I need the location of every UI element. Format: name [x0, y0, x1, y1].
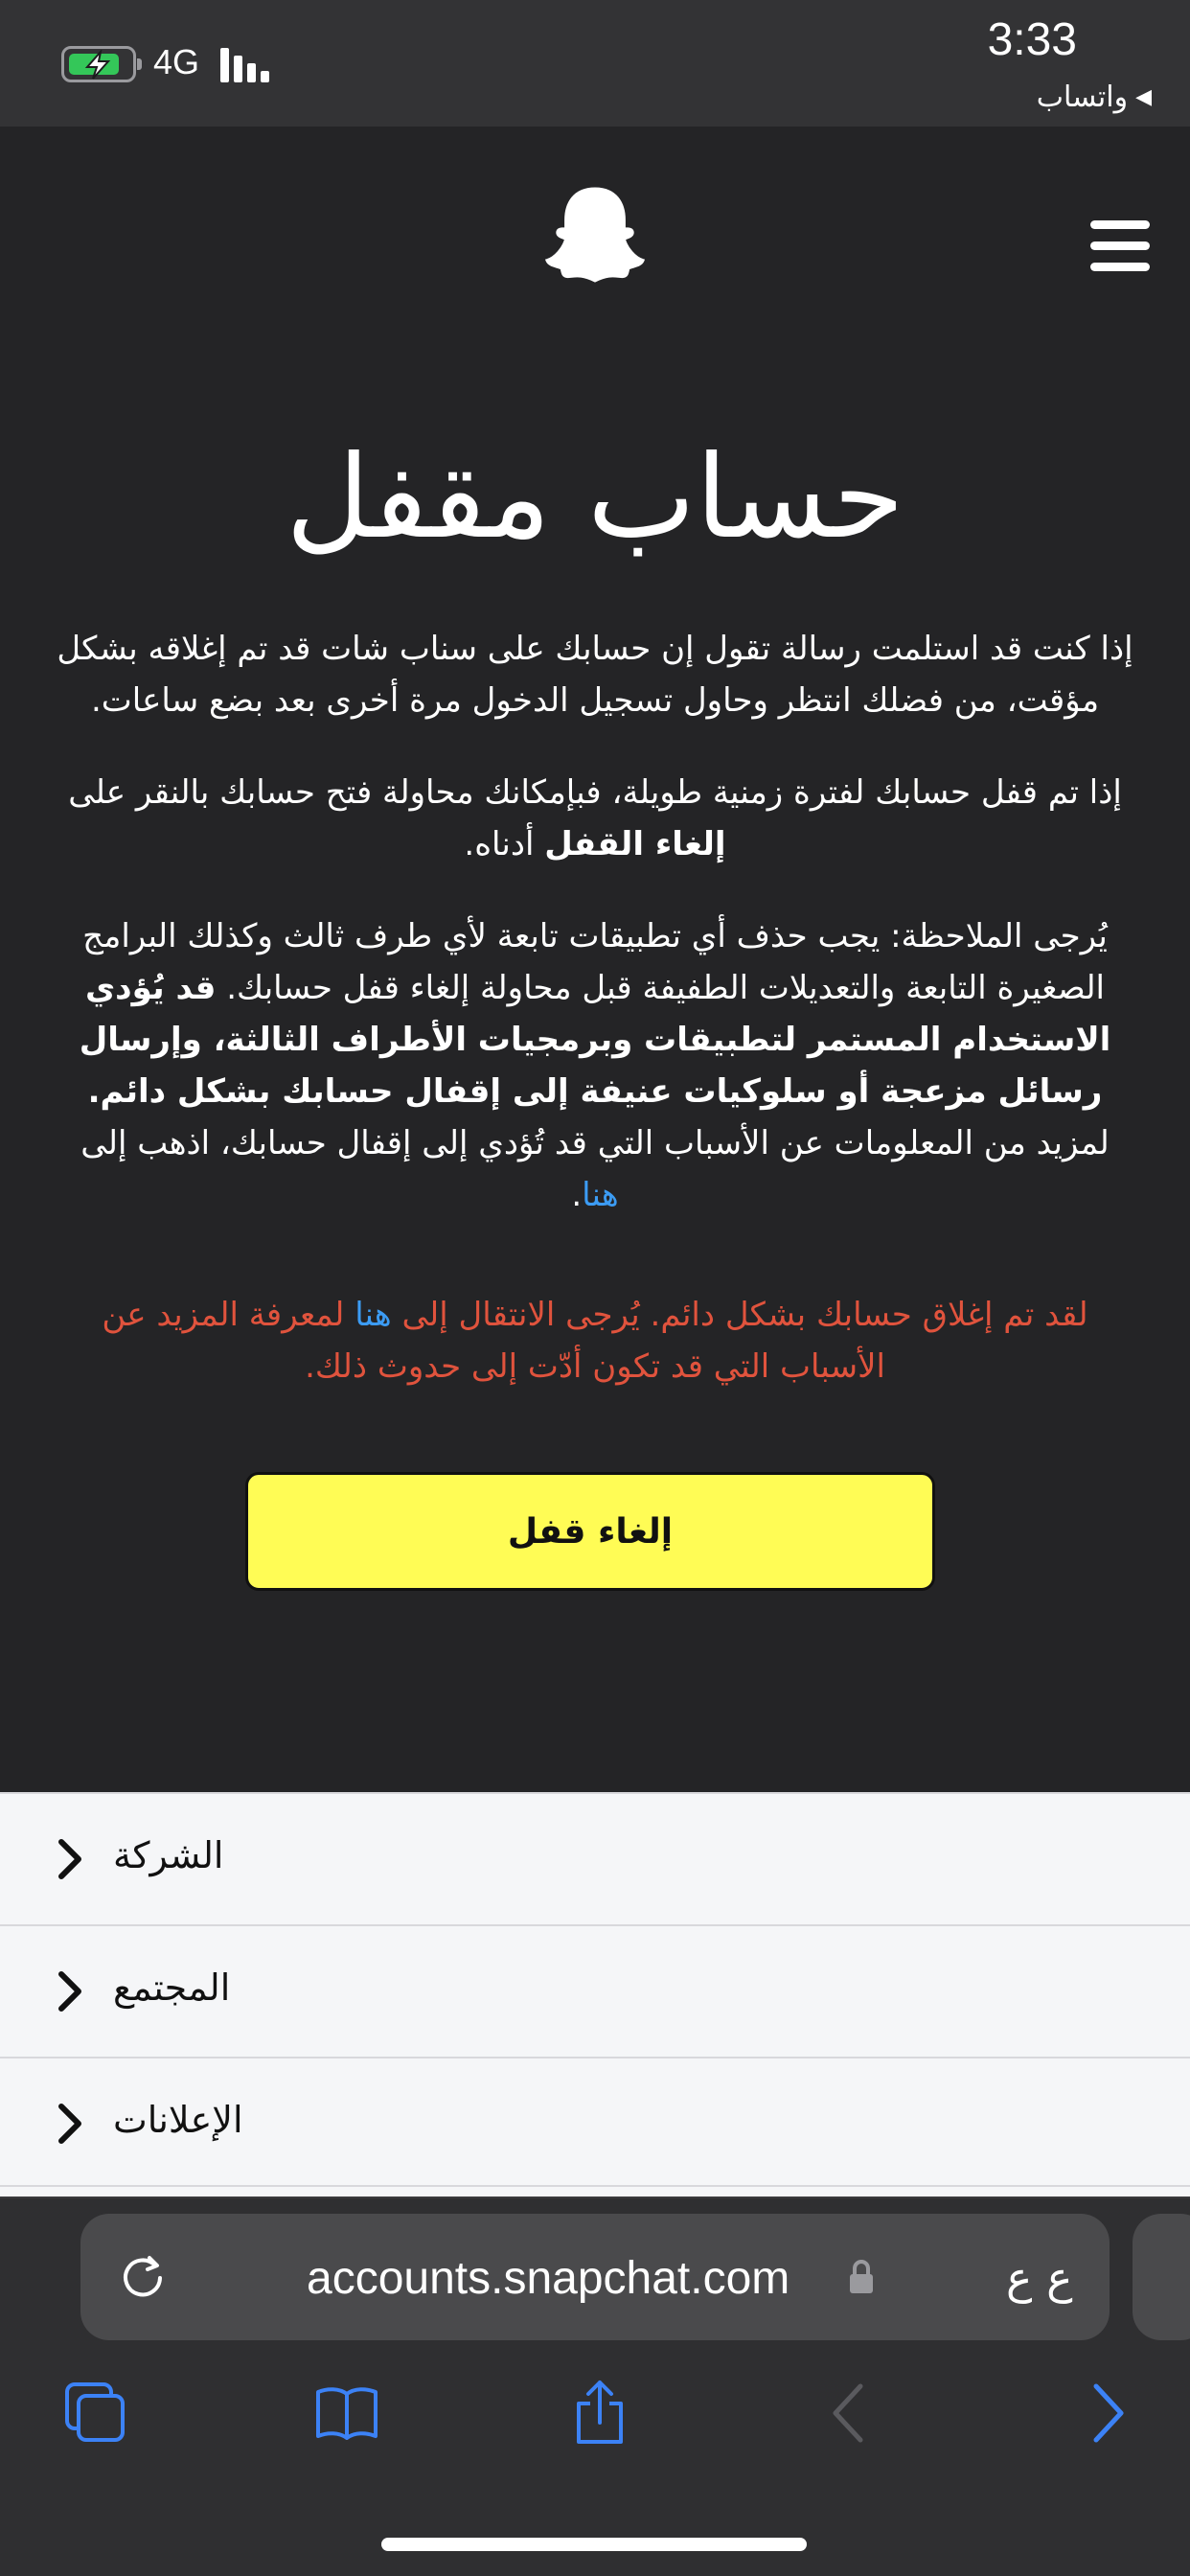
clock: 3:33: [987, 14, 1077, 65]
home-indicator[interactable]: [381, 2538, 807, 2551]
reload-icon[interactable]: [117, 2252, 169, 2304]
back-to-app-link[interactable]: [1037, 80, 1152, 114]
p2-bold: إلغاء القفل: [544, 825, 726, 863]
footer-item-label: الإعلانات: [113, 2099, 243, 2141]
back-app-label: واتساب: [1036, 80, 1129, 114]
lock-icon: [847, 2258, 876, 2296]
footer-item-community[interactable]: [0, 1924, 1190, 2055]
signal-icon: [220, 46, 278, 82]
battery-charging-icon: [61, 46, 136, 82]
forward-icon[interactable]: [1071, 2379, 1140, 2448]
more-info-link[interactable]: هنا: [582, 1176, 619, 1214]
chevron-right-icon: [52, 1838, 90, 1880]
footer-item-label: المجتمع: [113, 1966, 231, 2009]
footer-item-label: الشركة: [113, 1834, 224, 1876]
footer-item-advertising[interactable]: [0, 2057, 1190, 2187]
tabs-icon[interactable]: [61, 2379, 130, 2448]
p3-bold-warning: قد يُؤدي الاستخدام المستمر لتطبيقات وبرمجيات الأطراف الثالثة، وإرسال رسائل مزعجة أو سلوكيات عنيفة إلى إقفال حسابك بشكل دائم.: [79, 969, 1111, 1111]
p2-text: إذا تم قفل حسابك لفترة زمنية طويلة، فبإمكانك محاولة فتح حسابك بالنقر على: [68, 773, 1122, 812]
p2-text-end: أدناه.: [464, 825, 545, 863]
notice-text-end: لمعرفة المزيد عن الأسباب التي قد تكون أدّت إلى حدوث ذلك.: [102, 1296, 885, 1386]
notice-text: لقد تم إغلاق حسابك بشكل دائم. يُرجى الانتقال إلى: [391, 1296, 1088, 1334]
text-size-button[interactable]: ع ع: [1006, 2252, 1073, 2304]
chevron-right-icon: [52, 1970, 90, 2012]
bookmarks-icon[interactable]: [312, 2379, 381, 2448]
url-text[interactable]: accounts.snapchat.com: [307, 2253, 790, 2304]
p3-text-more: لمزيد من المعلومات عن الأسباب التي قد تُؤدي إلى إقفال حسابك، اذهب إلى: [80, 1124, 1110, 1162]
back-arrow-icon: ◀: [1135, 85, 1152, 109]
network-type: 4G: [153, 42, 200, 81]
status-bar: [0, 0, 1190, 126]
p3-end: .: [571, 1176, 583, 1214]
permanent-lock-notice: [57, 1289, 1133, 1392]
note-paragraph: [54, 910, 1136, 1221]
chevron-right-icon: [52, 2103, 90, 2145]
next-tab-preview[interactable]: [1133, 2214, 1190, 2340]
hamburger-menu-icon[interactable]: [1090, 220, 1150, 272]
page-title: حساب مقفل: [286, 431, 904, 564]
snapchat-ghost-logo[interactable]: [542, 182, 648, 288]
p3-text: يُرجى الملاحظة: يجب حذف أي تطبيقات تابعة لأي طرف ثالث وكذلك البرامج الصغيرة التابعة والتعديلات الطفيفة قبل محاولة إلغاء قفل حسابك.: [82, 917, 1108, 1007]
unlock-info-paragraph: [54, 767, 1136, 870]
footer-menu: [0, 1792, 1190, 2196]
share-icon[interactable]: [565, 2379, 634, 2448]
notice-link[interactable]: هنا: [355, 1296, 392, 1334]
unlock-button[interactable]: إلغاء قفل: [245, 1472, 935, 1591]
footer-item-company[interactable]: [0, 1792, 1190, 1922]
back-icon[interactable]: [816, 2379, 885, 2448]
intro-paragraph: إذا كنت قد استلمت رسالة تقول إن حسابك على سناب شات قد تم إغلاقه بشكل مؤقت، من فضلك انتظر وحاول تسجيل الدخول مرة أخرى بعد بضع ساعات.: [57, 630, 1133, 720]
